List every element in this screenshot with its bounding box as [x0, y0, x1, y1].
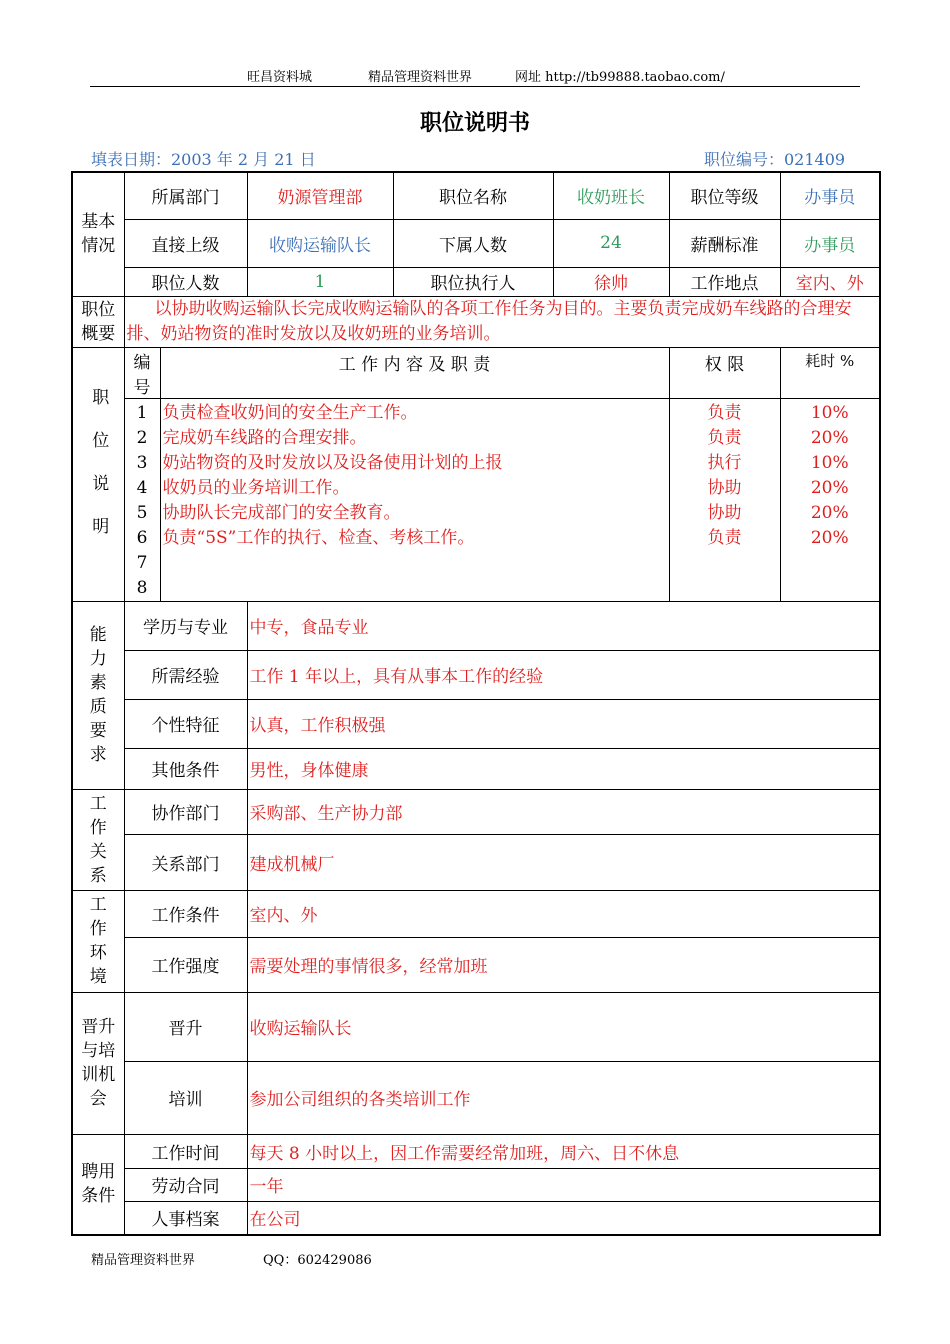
dept-value: 奶源管理部 — [247, 172, 393, 219]
col-content-header: 工 作 内 容 及 职 责 — [160, 347, 669, 398]
employment-label: 劳动合同 — [124, 1168, 247, 1201]
dept-label: 所属部门 — [124, 172, 247, 219]
employment-label: 人事档案 — [124, 1201, 247, 1235]
ability-label: 其他条件 — [124, 748, 247, 789]
relation-value: 采购部、生产协力部 — [247, 789, 880, 834]
footer-left: 精品管理资料世界 — [91, 1253, 196, 1268]
footer-qq: QQ：602429086 — [263, 1253, 372, 1268]
duty-times — [780, 398, 880, 601]
ability-value: 中专，食品专业 — [247, 601, 880, 650]
duty-authority: 协助 — [707, 477, 742, 498]
duty-content: 负责检查收奶间的安全生产工作。 — [162, 402, 418, 423]
col-authority-header: 权 限 — [669, 347, 780, 398]
section-relation: 工作关系 — [72, 789, 124, 890]
ability-label: 个性特征 — [124, 699, 247, 748]
duty-content-list — [161, 401, 667, 601]
salary-value: 办事员 — [780, 219, 880, 267]
subordinates-label: 下属人数 — [393, 219, 553, 267]
header-right: 网址 http://tb99888.taobao.com/ — [515, 70, 725, 85]
duty-content: 收奶员的业务培训工作。 — [162, 477, 350, 498]
ability-label: 学历与专业 — [124, 601, 247, 650]
duty-authority: 执行 — [707, 452, 742, 473]
section-ability: 能力素质要求 — [72, 601, 124, 789]
job-description-table — [71, 171, 881, 1236]
duty-authority-list — [672, 401, 778, 601]
grade-label: 职位等级 — [669, 172, 780, 219]
superior-label: 直接上级 — [124, 219, 247, 267]
duty-content — [161, 576, 667, 601]
employment-value: 每天 8 小时以上，因工作需要经常加班，周六、日不休息 — [247, 1134, 880, 1168]
promotion-value: 收购运输队长 — [247, 992, 880, 1061]
duty-no: 2 — [136, 427, 148, 448]
header-rule — [90, 86, 860, 87]
duty-time: 20% — [810, 477, 849, 498]
position-name-label: 职位名称 — [393, 172, 553, 219]
page-title: 职位说明书 — [419, 111, 530, 136]
relation-label: 协作部门 — [124, 789, 247, 834]
location-label: 工作地点 — [669, 267, 780, 296]
relation-value: 建成机械厂 — [247, 834, 880, 890]
grade-value: 办事员 — [780, 172, 880, 219]
location-value: 室内、外 — [780, 267, 880, 296]
salary-label: 薪酬标准 — [669, 219, 780, 267]
duty-content — [161, 551, 667, 576]
duty-authority: 协助 — [707, 502, 742, 523]
headcount-value: 1 — [247, 267, 393, 296]
environment-label: 工作条件 — [124, 890, 247, 937]
duty-no: 5 — [136, 502, 148, 523]
duty-authority — [672, 576, 778, 601]
duty-time: 10% — [810, 402, 849, 423]
duty-no: 6 — [136, 527, 148, 548]
duty-no: 1 — [136, 402, 148, 423]
section-duties — [72, 347, 124, 601]
employment-value: 在公司 — [247, 1201, 880, 1235]
section-promotion: 晋升与培训机会 — [72, 992, 124, 1134]
ability-value: 认真，工作积极强 — [247, 699, 880, 748]
duty-no: 8 — [136, 577, 148, 598]
duty-authority: 负责 — [707, 427, 742, 448]
holder-label: 职位执行人 — [393, 267, 553, 296]
subordinates-value: 24 — [553, 219, 669, 267]
duty-authority: 负责 — [707, 527, 742, 548]
overview-text: 以协助收购运输队长完成收购运输队的各项工作任务为目的。主要负责完成奶车线路的合理安排、奶站物资的准时发放以及收奶班的业务培训。 — [124, 296, 880, 347]
training-label: 培训 — [124, 1061, 247, 1134]
duty-no: 7 — [136, 552, 148, 573]
promotion-label: 晋升 — [124, 992, 247, 1061]
col-time-header: 耗时 % — [780, 347, 880, 398]
duty-content: 奶站物资的及时发放以及设备使用计划的上报 — [162, 452, 503, 473]
relation-label: 关系部门 — [124, 834, 247, 890]
duty-authority — [672, 551, 778, 576]
ability-value: 男性，身体健康 — [247, 748, 880, 789]
ability-label: 所需经验 — [124, 650, 247, 699]
duty-content: 协助队长完成部门的安全教育。 — [162, 502, 401, 523]
duty-time: 20% — [810, 427, 849, 448]
headcount-label: 职位人数 — [124, 267, 247, 296]
section-basic: 基本情况 — [72, 172, 124, 296]
environment-value: 室内、外 — [247, 890, 880, 937]
position-number: 职位编号：021409 — [704, 150, 846, 169]
header-middle: 精品管理资料世界 — [368, 70, 473, 85]
environment-label: 工作强度 — [124, 937, 247, 992]
duty-number-list — [127, 401, 158, 601]
employment-value: 一年 — [247, 1168, 880, 1201]
duty-authorities — [669, 398, 780, 601]
environment-value: 需要处理的事情很多，经常加班 — [247, 937, 880, 992]
duty-authority: 负责 — [707, 402, 742, 423]
duty-time: 20% — [810, 527, 849, 548]
duty-numbers — [124, 398, 160, 601]
section-duties-label: 职位说明 — [88, 388, 109, 560]
header-left: 旺昌资料城 — [247, 70, 313, 85]
duty-time — [783, 576, 878, 601]
ability-value: 工作 1 年以上，具有从事本工作的经验 — [247, 650, 880, 699]
superior-value: 收购运输队长 — [247, 219, 393, 267]
duty-content: 负责“5S”工作的执行、检查、考核工作。 — [162, 527, 475, 548]
section-overview: 职位概要 — [72, 296, 124, 347]
fill-date: 填表日期：2003 年 2 月 21 日 — [91, 150, 316, 169]
col-number-header: 编号 — [124, 347, 160, 398]
holder-value: 徐帅 — [553, 267, 669, 296]
duty-time — [783, 551, 878, 576]
section-employment: 聘用条件 — [72, 1134, 124, 1235]
duty-content: 完成奶车线路的合理安排。 — [162, 427, 367, 448]
duty-contents — [160, 398, 669, 601]
duty-time: 10% — [810, 452, 849, 473]
duty-no: 4 — [136, 477, 148, 498]
duty-no: 3 — [136, 452, 148, 473]
position-name-value: 收奶班长 — [553, 172, 669, 219]
section-environment: 工作环境 — [72, 890, 124, 992]
training-value: 参加公司组织的各类培训工作 — [247, 1061, 880, 1134]
duty-time-list — [783, 401, 878, 601]
employment-label: 工作时间 — [124, 1134, 247, 1168]
duty-time: 20% — [810, 502, 849, 523]
